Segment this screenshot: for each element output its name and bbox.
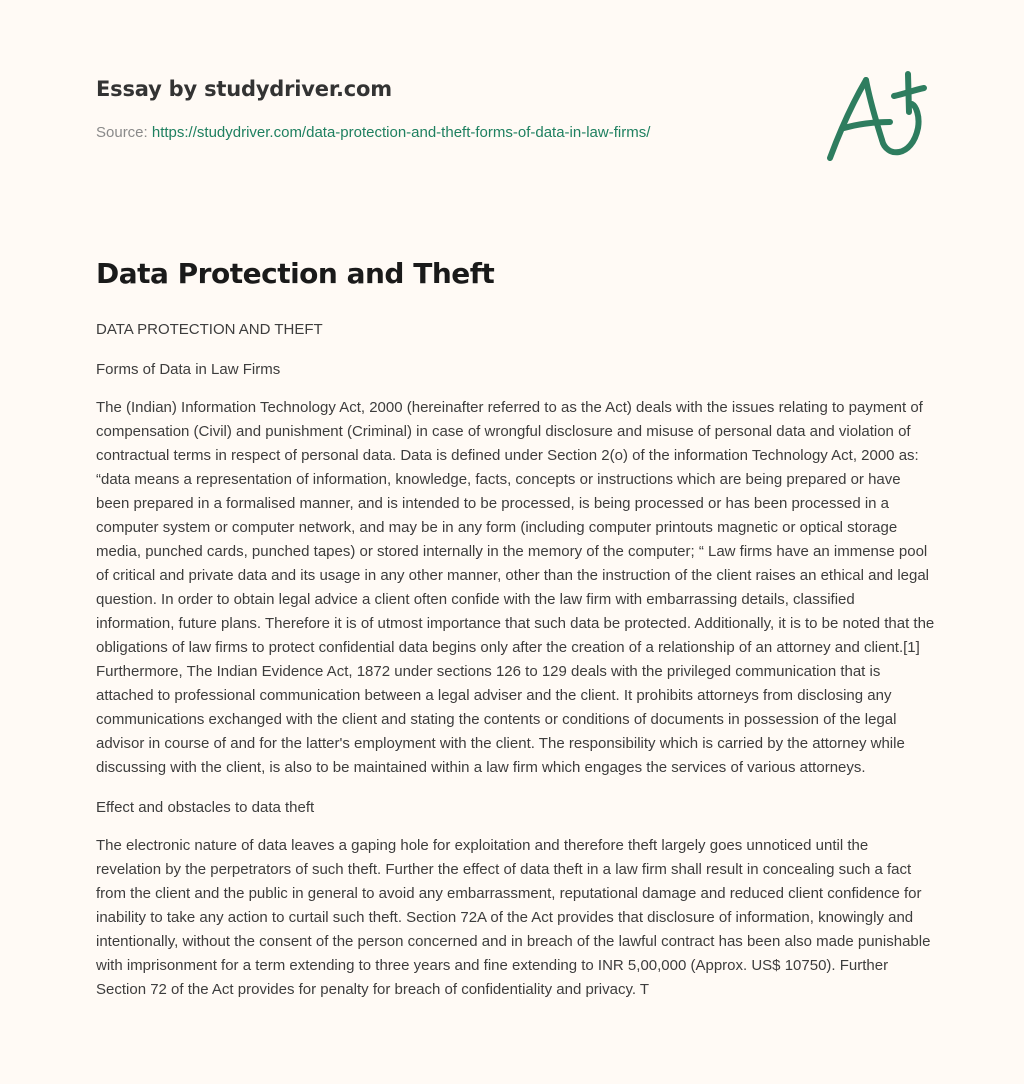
page-header: [96, 74, 796, 143]
section-heading-forms-of-data: Forms of Data in Law Firms: [96, 361, 281, 378]
article-subheading: DATA PROTECTION AND THEFT: [96, 321, 323, 338]
source-line: [96, 123, 796, 143]
article-title: Data Protection and Theft: [96, 257, 495, 290]
section-body-effect-obstacles: The electronic nature of data leaves a gaping hole for exploitation and therefore theft largely goes unnoticed until the revelation by the perpetrators of such theft. Further the effect of data theft in a law firm shall result in concealing such a fact from the client and the public in general to avoid any embarrassment, reputational damage and reduced client confidence for inability to take any action to curtail such theft. Section 72A of the Act provides that disclosure of information, knowingly and intentionally, without the consent of the person concerned and in breach of the lawful contract has been also made punishable with imprisonment for a term extending to three years and fine extending to INR 5,00,000 (Approx. US$ 10750). Further Section 72 of the Act provides for penalty for breach of confidentiality and privacy. T: [96, 837, 931, 998]
a-plus-grade-icon: [820, 66, 930, 166]
brand-title: Essay by studydriver.com: [96, 77, 392, 101]
source-link[interactable]: https://studydriver.com/data-protection-and-theft-forms-of-data-in-law-firms/: [151, 124, 651, 141]
section-body-forms-of-data: The (Indian) Information Technology Act, 2000 (hereinafter referred to as the Act) deals with the issues relating to payment of compensation (Civil) and punishment (Criminal) in case of wrongful disclosure and misuse of personal data and violation of contractual terms in respect of personal data. Data is defined under Section 2(o) of the information Technology Act, 2000 as: “data means a representation of information, knowledge, facts, concepts or instructions which are being prepared or have been prepared in a formalised manner, and is intended to be processed, is being processed or has been processed in a computer system or computer network, and may be in any form (including computer printouts magnetic or optical storage media, punched cards, punched tapes) or stored internally in the memory of the computer; “ Law firms have an immense pool of critical and private data and its usage in any other manner, other than the instruction of the client raises an ethical and legal question. In order to obtain legal advice a client often confide with the law firm with embarrassing details, classified information, future plans. Therefore it is of utmost importance that such data be protected. Additionally, it is to be noted that the obligations of law firms to protect confidential data begins only after the creation of a relationship of an attorney and client.[1] Furthermore, The Indian Evidence Act, 1872 under sections 126 to 129 deals with the privileged communication that is attached to professional communication between a legal adviser and the client. It prohibits attorneys from disclosing any communications exchanged with the client and stating the contents or conditions of documents in possession of the legal advisor in course of and for the latter's employment with the client. The responsibility which is carried by the attorney while discussing with the client, is also to be maintained within a law firm which engages the services of various attorneys.: [96, 399, 935, 776]
section-heading-effect-obstacles: Effect and obstacles to data theft: [96, 799, 315, 816]
essay-article: [96, 254, 936, 1002]
source-label: Source:: [96, 124, 148, 141]
